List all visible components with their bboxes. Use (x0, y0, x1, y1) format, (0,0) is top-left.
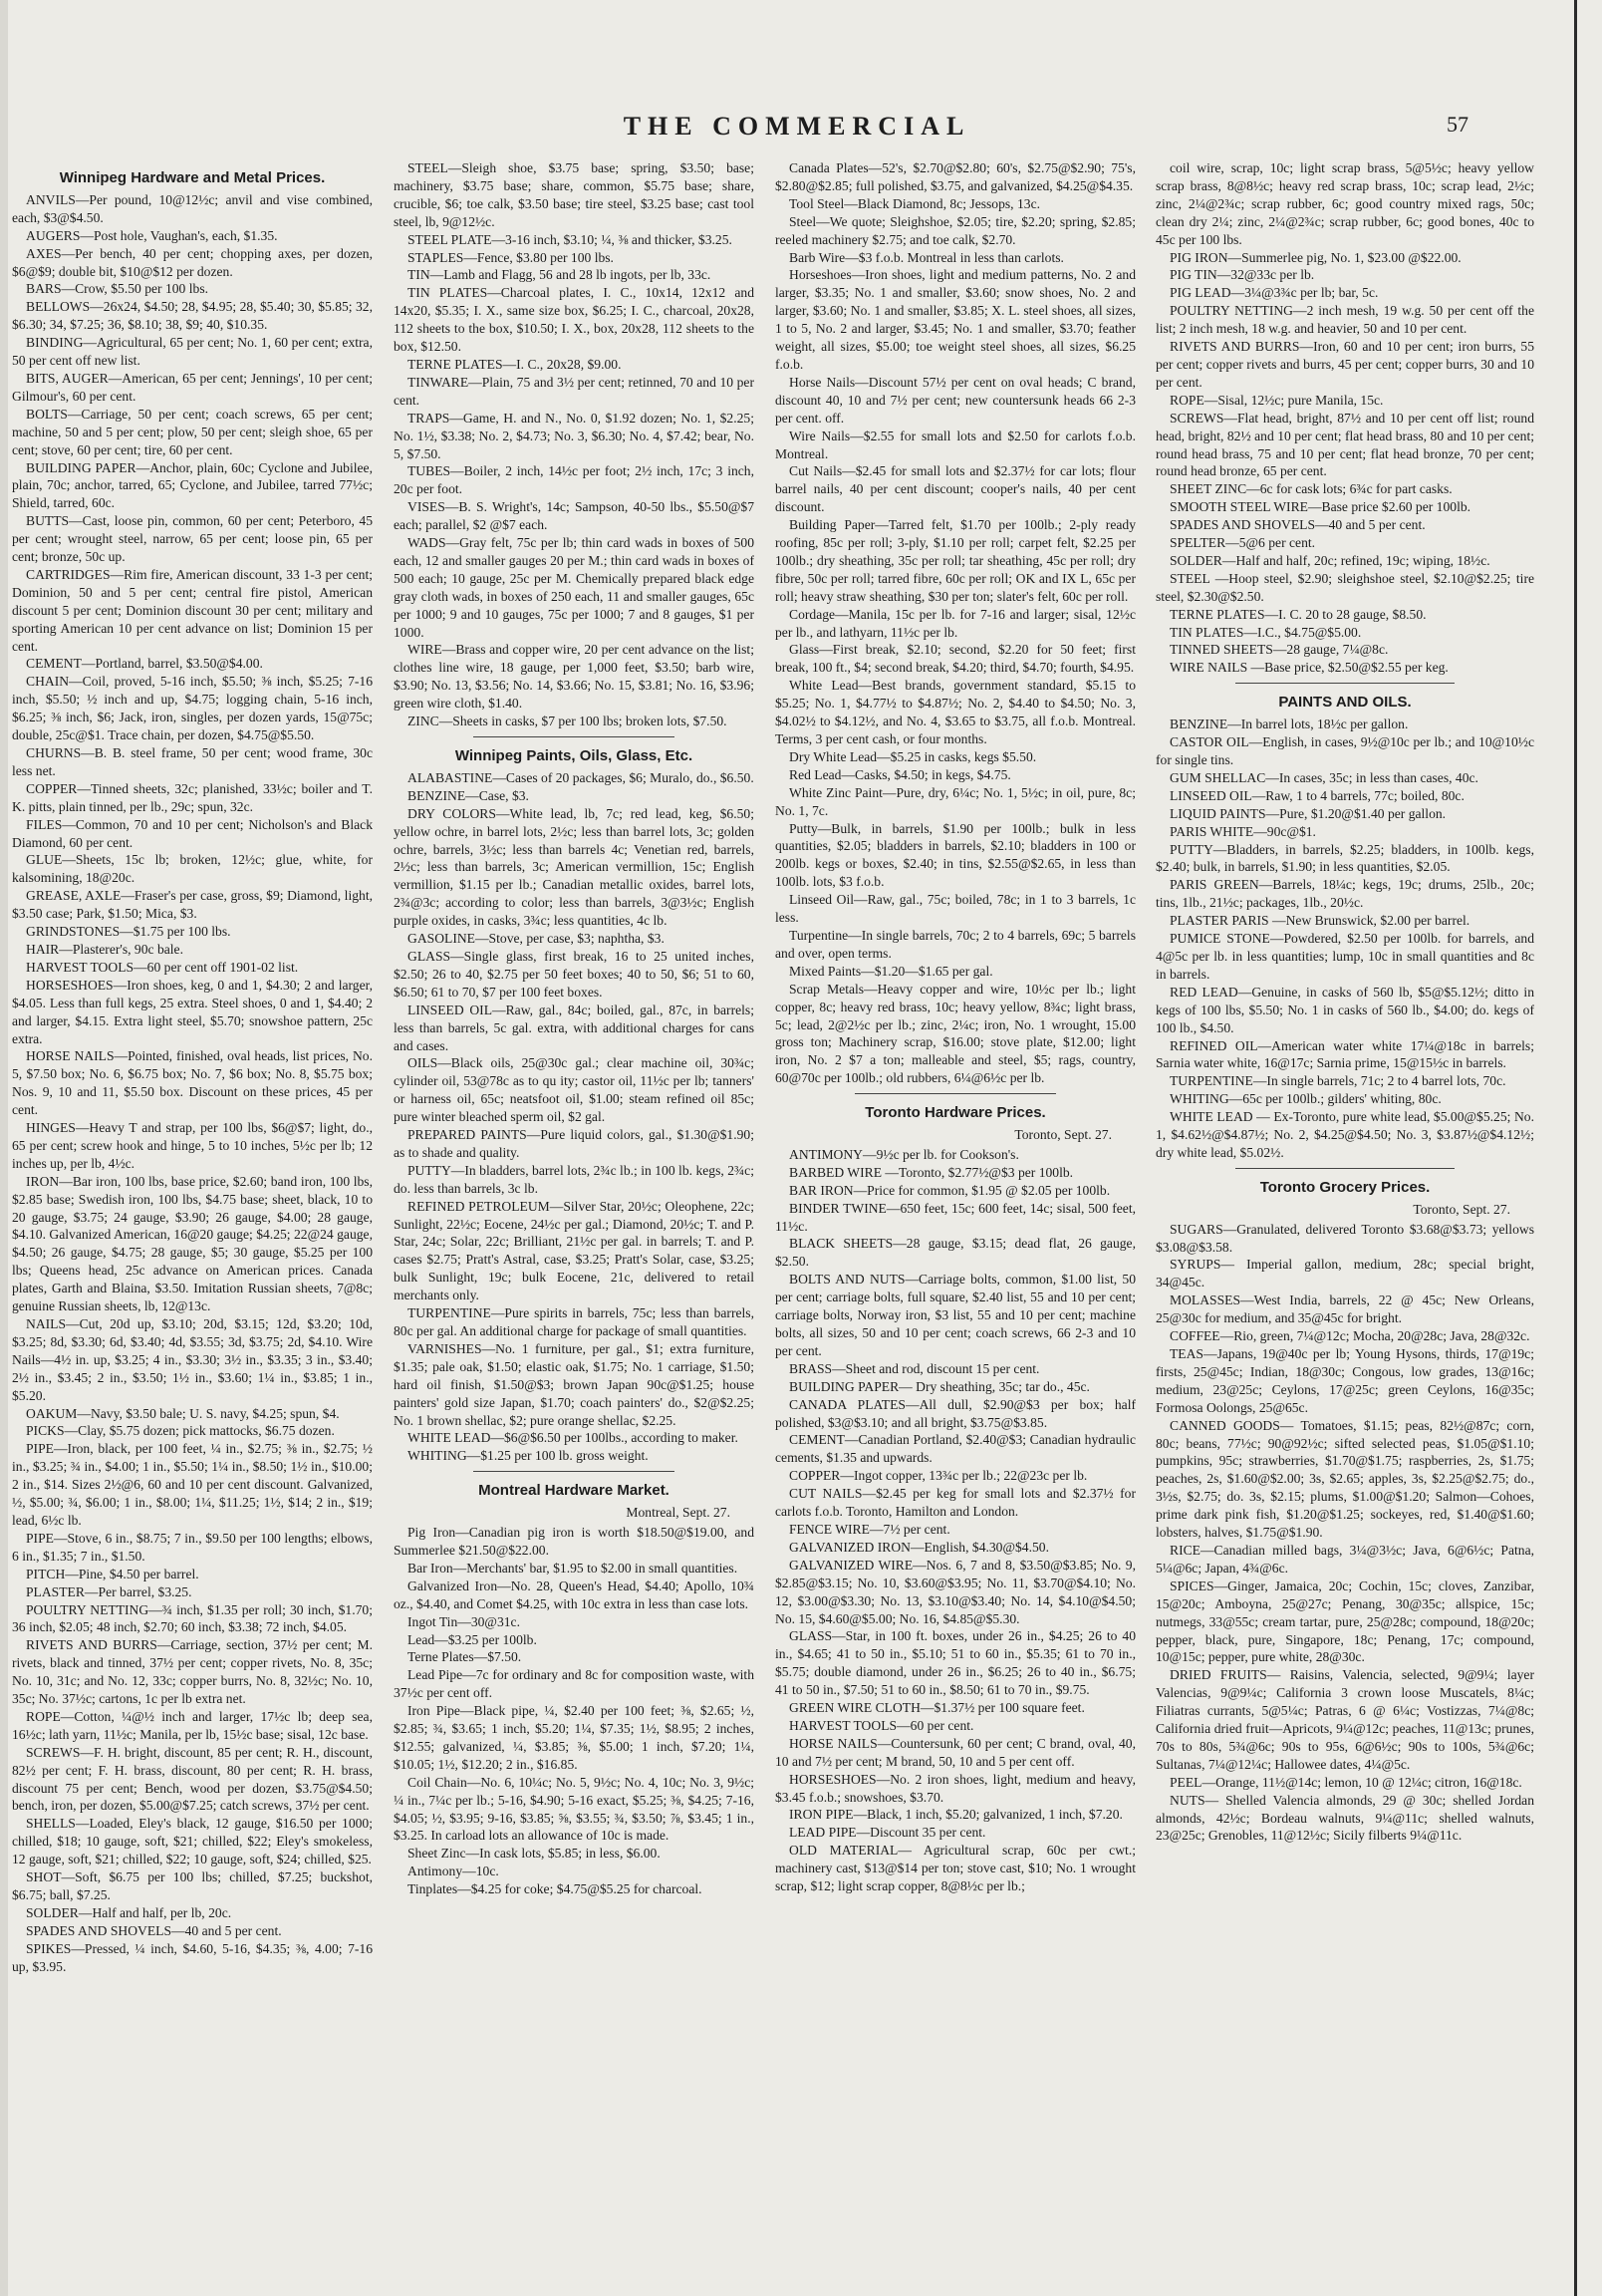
price-paragraph: POULTRY NETTING—2 inch mesh, 19 w.g. 50 per cent off the list; 2 inch mesh, 18 w.g. and heavier, 50 and 10 per cent. (1156, 303, 1534, 337)
price-paragraph: BINDER TWINE—650 feet, 15c; 600 feet, 14c; sisal, 500 feet, 11½c. (775, 1200, 1136, 1234)
price-paragraph: CEMENT—Portland, barrel, $3.50@$4.00. (26, 656, 263, 672)
price-paragraph: SPADES AND SHOVELS—40 and 5 per cent. (26, 1922, 282, 1938)
price-paragraph: BUILDING PAPER— Dry sheathing, 35c; tar do., 45c. (789, 1378, 1090, 1394)
price-paragraph: PITCH—Pine, $4.50 per barrel. (26, 1566, 199, 1581)
price-paragraph: PARIS WHITE—90c@$1. (1170, 823, 1316, 839)
price-paragraph: Putty—Bulk, in barrels, $1.90 per 100lb.; bulk in less quantities, $2.05; bladders in barrels, $2.10; bladders in 100 or 200lb. kegs or boxes, $2.40; in tins, $2.55@$2.65, in less than 100lb. lots, $3 f.o.b. (775, 820, 1136, 890)
price-paragraph: GLUE—Sheets, 15c lb; broken, 12½c; glue, white, for kalsomining, 18@20c. (12, 852, 373, 886)
price-paragraph: Red Lead—Casks, $4.50; in kegs, $4.75. (789, 766, 1011, 782)
section-dateline: Toronto, Sept. 27. (1014, 1127, 1112, 1143)
price-paragraph: TURPENTINE—In single barrels, 71c; 2 to 4 barrel lots, 70c. (1170, 1073, 1506, 1089)
price-paragraph: GLASS—Single glass, first break, 16 to 25 united inches, $2.50; 26 to 40, $2.75 per 50 feet boxes; 40 to 50, $6; 51 to 60, $6.50; 61 to 70, $7 per 100 feet boxes. (394, 948, 754, 1000)
price-paragraph: Bar Iron—Merchants' bar, $1.95 to $2.00 in small quantities. (407, 1560, 738, 1576)
price-paragraph: REFINED PETROLEUM—Silver Star, 20½c; Oleophene, 22c; Sunlight, 22½c; Eocene, 24½c per gal.; Diamond, 20½c; T. and P. Star, 24c; Solar, 22c; Brilliant, 21½c per gal. in barrels; T. and P. cases $2.75; Pratt's Astral, case, $3.25; Pratt's Solar, case, $3.25; bulk Sunlight, 19c; bulk Eocene, 21c, delivered to retail merchants only. (394, 1198, 754, 1303)
price-paragraph: HORSESHOES—No. 2 iron shoes, light, medium and heavy, $3.45 f.o.b.; snowshoes, $3.70. (775, 1771, 1136, 1805)
price-paragraph: TIN PLATES—Charcoal plates, I. C., 10x14, 12x12 and 14x20, $5.35; I. X., same size box, $6.25; I. C., charcoal, 20x28, 112 sheets to the box, $10.50; I. X., box, 20x28, 112 sheets to the box, $12.50. (394, 285, 754, 355)
price-paragraph: GALVANIZED WIRE—Nos. 6, 7 and 8, $3.50@$3.85; No. 9, $2.85@$3.15; No. 10, $3.60@$3.95; No. 11, $3.70@$4.10; No. 12, $3.00@$3.30; No. 13, $3.10@$3.40; No. 14, $4.10@$4.50; No. 15, $4.60@$5.00; No. 16, $4.85@$5.30. (775, 1557, 1136, 1626)
price-paragraph: RICE—Canadian milled bags, 3¼@3½c; Java, 6@6½c; Patna, 5¼@6c; Japan, 4¾@6c. (1156, 1542, 1534, 1576)
price-paragraph: Coil Chain—No. 6, 10¼c; No. 5, 9½c; No. 4, 10c; No. 3, 9½c; ¼ in., 7¼c per lb.; 5-16, $4.90; 5-16 exact, $5.25; ⅜, $4.25; 7-16, $4.05; ½, $3.95; 9-16, $3.85; ⅝, $3.55; ¾, $3.50; ⅞, $3.45; 1 in., $3.25. In carload lots an allowance of 10c is made. (394, 1774, 754, 1844)
price-paragraph: OLD MATERIAL— Agricultural scrap, 60c per cwt.; machinery cast, $13@$14 per ton; stove cast, $10; No. 1 wrought scrap, $12; light scrap copper, 8@8½c per lb.; (775, 1843, 1136, 1894)
price-paragraph: WHITING—65c per 100lb.; gilders' whiting, 80c. (1170, 1091, 1442, 1107)
price-paragraph: coil wire, scrap, 10c; light scrap brass, 5@5½c; heavy yellow scrap brass, 8@8½c; heavy red scrap brass, 10c; scrap lead, 2½c; zinc, 2¼@2¾c; scrap rubber, 6c; good country mixed rags, 50c; clean dry 2¼; zinc, 2¼@2¾c; scrap rubber, 6c; good bones, 40c to 45c per 100 lbs. (1156, 160, 1534, 247)
price-paragraph: CARTRIDGES—Rim fire, American discount, 33 1-3 per cent; Dominion, 50 and 5 per cent; central fire pistol, American discount 5 per cent; Dominion discount 30 per cent; military and sporting American 10 per cent advance on list; Dominion 15 per cent. (12, 566, 373, 654)
price-paragraph: CANADA PLATES—All dull, $2.90@$3 per box; half polished, $3@$3.10; and all bright, $3.75@$3.85. (775, 1396, 1136, 1430)
price-paragraph: TUBES—Boiler, 2 inch, 14½c per foot; 2½ inch, 17c; 3 inch, 20c per foot. (394, 463, 754, 497)
price-paragraph: LEAD PIPE—Discount 35 per cent. (789, 1825, 986, 1841)
price-paragraph: LIQUID PAINTS—Pure, $1.20@$1.40 per gallon. (1170, 805, 1447, 821)
column-2 (394, 159, 754, 2270)
price-paragraph: CHURNS—B. B. steel frame, 50 per cent; wood frame, 30c less net. (12, 745, 373, 778)
price-paragraph: STEEL —Hoop steel, $2.90; sleighshoe steel, $2.10@$2.25; tire steel, $2.30@$2.50. (1156, 570, 1534, 604)
price-paragraph: WADS—Gray felt, 75c per lb; thin card wads in boxes of 500 each, 12 and smaller gauges 20 per M.; thin card wads in boxes of 500 each; 10 gauge, 25c per M. Chemically prepared black edge gray cloth wads, in boxes of 250 each, 11 and smaller gauges, 65c per 1000; 9 and 10 gauges, 75c per 1000; 7 and 8 gauges, $1 per 1000. (394, 535, 754, 640)
column-4 (1156, 159, 1534, 2270)
price-paragraph: CEMENT—Canadian Portland, $2.40@$3; Canadian hydraulic cements, $1.35 and upwards. (775, 1432, 1136, 1466)
section-heading: Winnipeg Hardware and Metal Prices. (59, 169, 326, 186)
price-paragraph: Sheet Zinc—In cask lots, $5.85; in less, $6.00. (407, 1846, 661, 1862)
price-paragraph: HORSE NAILS—Countersunk, 60 per cent; C brand, oval, 40, 10 and 7½ per cent; M brand, 50, 10 and 5 per cent off. (775, 1735, 1136, 1769)
price-paragraph: BINDING—Agricultural, 65 per cent; No. 1, 60 per cent; extra, 50 per cent off new list. (12, 335, 373, 369)
price-paragraph: Wire Nails—$2.55 for small lots and $2.50 for carlots f.o.b. Montreal. (775, 428, 1136, 461)
price-paragraph: WHITE LEAD — Ex-Toronto, pure white lead, $5.00@$5.25; No. 1, $4.62½@$4.87½; No. 2, $4.25@$4.50; No. 3, $3.87½@$4.12½; dry white lead, $5.02½. (1156, 1109, 1534, 1160)
price-paragraph: TURPENTINE—Pure spirits in barrels, 75c; less than barrels, 80c per gal. An additional charge for package of small quantities. (394, 1305, 754, 1338)
price-paragraph: STEEL PLATE—3-16 inch, $3.10; ¼, ⅜ and thicker, $3.25. (407, 231, 732, 247)
price-paragraph: IRON—Bar iron, 100 lbs, base price, $2.60; band iron, 100 lbs, $2.85 base; Swedish iron, 100 lbs, $4.75 base; sheet, black, 10 to 20 gauge, $3.75; 24 gauge, $3.90; 26 gauge, $4.00; 28 gauge, $4.10. Galvanized American, 16@20 gauge; $4.25; 22@24 gauge, $4.50; 26 gauge, $4.75; 28 gauge, $5; 30 gauge, $5.25 per 100 lbs; Queens head, 25c advance on American prices. Canada plates, Garth and Blaina, $3.50. Imitation Russian sheets, 7@8c; genuine Russian sheets, lb, 12@13c. (12, 1173, 373, 1314)
price-paragraph: SOLDER—Half and half, 20c; refined, 19c; wiping, 18½c. (1170, 552, 1490, 568)
price-paragraph: Linseed Oil—Raw, gal., 75c; boiled, 78c; in 1 to 3 barrels, 1c less. (775, 892, 1136, 926)
section-divider (473, 736, 674, 737)
price-paragraph: GUM SHELLAC—In cases, 35c; in less than cases, 40c. (1170, 769, 1478, 785)
price-paragraph: Building Paper—Tarred felt, $1.70 per 100lb.; 2-ply ready roofing, 85c per roll; 3-ply, $1.10 per roll; carpet felt, $2.25 per 100lb.; dry sheathing, 35c per roll; tar sheathing, 45c per roll; dry fibre, 50c per roll; tarred fibre, 60c per roll; OK and IX L, 65c per roll; heavy straw sheathing, $30 per ton; slater's felt, 60c per roll. (775, 517, 1136, 604)
price-paragraph: WHITING—$1.25 per 100 lb. gross weight. (407, 1448, 649, 1464)
price-paragraph: WHITE LEAD—$6@$6.50 per 100lbs., according to maker. (407, 1430, 738, 1446)
price-paragraph: HINGES—Heavy T and strap, per 100 lbs, $6@$7; light, do., 65 per cent; screw hook and hinge, 5 to 10 inches, 5½c per lb; 12 inches up, per lb, 4½c. (12, 1120, 373, 1171)
price-paragraph: Tool Steel—Black Diamond, 8c; Jessops, 13c. (789, 195, 1041, 211)
price-paragraph: PIPE—Stove, 6 in., $8.75; 7 in., $9.50 per 100 lengths; elbows, 6 in., $1.35; 7 in., $1.50. (12, 1530, 373, 1564)
price-paragraph: COPPER—Tinned sheets, 32c; planished, 33½c; boiler and T. K. pitts, plain tinned, per lb., 29c; spun, 32c. (12, 780, 373, 814)
section-divider (1235, 1168, 1455, 1169)
price-paragraph: HARVEST TOOLS—60 per cent off 1901-02 list. (26, 959, 299, 975)
section-heading: Montreal Hardware Market. (478, 1482, 669, 1500)
section-dateline: Montreal, Sept. 27. (626, 1505, 730, 1521)
price-paragraph: White Zinc Paint—Pure, dry, 6¼c; No. 1, 5½c; in oil, pure, 8c; No. 1, 7c. (775, 784, 1136, 818)
price-paragraph: BOLTS—Carriage, 50 per cent; coach screws, 65 per cent; machine, 50 and 5 per cent; plow, 50 per cent; sleigh shoe, 65 per cent; stove, 60 per cent; tire, 60 per cent. (12, 406, 373, 457)
column-3 (775, 159, 1136, 2270)
section-divider (1235, 683, 1455, 684)
price-paragraph: OAKUM—Navy, $3.50 bale; U. S. navy, $4.25; spun, $4. (26, 1405, 340, 1421)
section-heading: PAINTS AND OILS. (1278, 694, 1412, 712)
price-paragraph: GASOLINE—Stove, per case, $3; naphtha, $3. (407, 931, 665, 947)
price-paragraph: NUTS— Shelled Valencia almonds, 29 @ 30c; shelled Jordan almonds, 42½c; Bordeau walnuts, 9¼@11c; shelled walnuts, 23@25c; Grenobles, 11@12½c; Sicily filberts 9¼@11c. (1156, 1792, 1534, 1844)
price-paragraph: Barb Wire—$3 f.o.b. Montreal in less than carlots. (789, 249, 1064, 265)
price-paragraph: Mixed Paints—$1.20—$1.65 per gal. (789, 963, 993, 979)
price-paragraph: SHEET ZINC—6c for cask lots; 6¾c for part casks. (1170, 481, 1453, 497)
price-paragraph: SMOOTH STEEL WIRE—Base price $2.60 per 100lb. (1170, 499, 1471, 515)
price-paragraph: Antimony—10c. (407, 1864, 499, 1879)
price-paragraph: Iron Pipe—Black pipe, ¼, $2.40 per 100 feet; ⅜, $2.65; ½, $2.85; ¾, $3.65; 1 inch, $5.20; 1¼, $7.35; 1½, $8.95; 2 inches, $12.55; galvanized, ¼, $3.85; ⅜, $5.00; 1 inch, $7.20; 1¼, $10.05; 1½, $12.20; 2 in., $16.85. (394, 1703, 754, 1772)
price-paragraph: PIG TIN—32@33c per lb. (1170, 267, 1315, 283)
price-paragraph: White Lead—Best brands, government standard, $5.15 to $5.25; No. 1, $4.77½ to $4.87½; No. 2, $4.40 to $4.50; No. 3, $4.02½ to $4.12½, and No. 4, $3.65 to $3.75, all f.o.b. Montreal. Terms, 3 per cent cash, or four months. (775, 678, 1136, 746)
price-paragraph: GREASE, AXLE—Fraser's per case, gross, $9; Diamond, light, $3.50 case; Park, $1.50; Mica, $3. (12, 888, 373, 922)
price-paragraph: Horse Nails—Discount 57½ per cent on oval heads; C brand, discount 40, 10 and 7½ per cent; new countersunk heads 66 2-3 per cent. off. (775, 374, 1136, 426)
page-edge-border (1574, 0, 1577, 2296)
price-paragraph: SCREWS—Flat head, bright, 87½ and 10 per cent off list; round head, bright, 82½ and 10 per cent; flat head brass, 80 and 10 per cent; round head brass, 75 and 10 per cent; flat head bronze, 70 per cent; round head bronze, 65 per cent. (1156, 410, 1534, 479)
price-paragraph: PLASTER—Per barrel, $3.25. (26, 1583, 192, 1599)
price-paragraph: RED LEAD—Genuine, in casks of 560 lb, $5@$5.12½; ditto in kegs of 100 lbs, $5.50; No. 1 in casks of 560 lb., $4.00; do. kegs of 100 lb., $4.50. (1156, 984, 1534, 1035)
price-paragraph: POULTRY NETTING—¾ inch, $1.35 per roll; 30 inch, $1.70; 36 inch, $2.05; 48 inch, $2.70; 60 inch, $3.38; 72 inch, $4.05. (12, 1601, 373, 1635)
price-paragraph: SHELLS—Loaded, Eley's black, 12 gauge, $16.50 per 1000; chilled, $18; 10 gauge, soft, $21; chilled, $22; Eley's smokeless, 12 gauge, soft, $21; chilled, $22; 10 gauge, soft, $24; chilled, $25. (12, 1816, 373, 1867)
price-paragraph: CANNED GOODS— Tomatoes, $1.15; peas, 82½@87c; corn, 80c; beans, 77½c; 90@92½c; sifted selected peas, $1.05@$1.10; pumpkins, 95c; strawberries, $1.70@$1.75; raspberries, 2s, $1.75; peaches, 2s, $1.60@$2.00; 3s, $2.65; apples, 3s, $2.25@$2.75; do., 3½s, $2.75; do. 3s, $2.15; plums, $1.00@$1.20; Salmon—Cohoes, prime dark pink fish, $1.20@$1.25; sockeyes, red, $1.40@$1.60; lobsters, halves, $1.75@$1.90. (1156, 1417, 1534, 1541)
price-paragraph: AUGERS—Post hole, Vaughan's, each, $1.35. (26, 227, 278, 243)
price-paragraph: BUILDING PAPER—Anchor, plain, 60c; Cyclone and Jubilee, plain, 70c; anchor, tarred, 65; Cyclone, and Jubilee, tarred 77½c; Shield, tarred, 60c. (12, 459, 373, 511)
price-paragraph: BENZINE—In barrel lots, 18½c per gallon. (1170, 717, 1409, 732)
price-paragraph: TIN PLATES—I.C., $4.75@$5.00. (1170, 624, 1362, 640)
price-paragraph: PLASTER PARIS —New Brunswick, $2.00 per barrel. (1170, 913, 1470, 929)
price-paragraph: Horseshoes—Iron shoes, light and medium patterns, No. 2 and larger, $3.35; No. 1 and smaller, $3.60; snow shoes, No. 2 and larger, $3.60; No. 1 and smaller, $3.85; X. L. steel shoes, all sizes, 1 to 5, No. 2 and larger, $3.45; No. 1 and smaller, $3.70; feather weight, all sizes, $5.00; toe weight steel shoes, all sizes, $6.25 f.o.b. (775, 267, 1136, 372)
price-paragraph: SPADES AND SHOVELS—40 and 5 per cent. (1170, 517, 1426, 533)
price-paragraph: IRON PIPE—Black, 1 inch, $5.20; galvanized, 1 inch, $7.20. (789, 1807, 1123, 1823)
price-paragraph: TINNED SHEETS—28 gauge, 7¼@8c. (1170, 642, 1389, 658)
column-1 (12, 159, 373, 2270)
section-heading: Toronto Grocery Prices. (1259, 1178, 1431, 1196)
section-heading: Winnipeg Paints, Oils, Glass, Etc. (454, 747, 693, 764)
price-paragraph: PREPARED PAINTS—Pure liquid colors, gal., $1.30@$1.90; as to shade and quality. (394, 1127, 754, 1160)
price-paragraph: FILES—Common, 70 and 10 per cent; Nicholson's and Black Diamond, 60 per cent. (12, 816, 373, 850)
price-paragraph: PUTTY—In bladders, barrel lots, 2¾c lb.; in 100 lb. kegs, 2¾c; do. less than barrels, 3c lb. (394, 1162, 754, 1196)
price-paragraph: SPICES—Ginger, Jamaica, 20c; Cochin, 15c; cloves, Zanzibar, 15@20c; Amboyna, 25@27c; Penang, 30@35c; allspice, 15c; nutmegs, 33@55c; cream tartar, pure, 25@28c; compound, 18@20c; pepper, black, pure, Singapore, 18c; Penang, 17c; compound, 10@15c; pepper, pure white, 28@30c. (1156, 1578, 1534, 1665)
price-paragraph: OILS—Black oils, 25@30c gal.; clear machine oil, 30¾c; cylinder oil, 53@78c as to qu ity; castor oil, 11½c per lb; tanners' or harness oil, 65c; neatsfoot oil, $1.00; steam refined oil 85c; pure winter bleached sperm oil, $2 gal. (394, 1055, 754, 1125)
price-paragraph: Canada Plates—52's, $2.70@$2.80; 60's, $2.75@$2.90; 75's, $2.80@$2.85; full polished, $3.75, and galvanized, $4.25@$4.35. (775, 160, 1136, 193)
price-paragraph: Dry White Lead—$5.25 in casks, kegs $5.50. (789, 748, 1037, 764)
price-paragraph: COPPER—Ingot copper, 13¾c per lb.; 22@23c per lb. (789, 1468, 1088, 1484)
price-paragraph: SPELTER—5@6 per cent. (1170, 535, 1316, 551)
price-paragraph: ROPE—Sisal, 12½c; pure Manila, 15c. (1170, 392, 1384, 408)
price-paragraph: HORSE NAILS—Pointed, finished, oval heads, list prices, No. 5, $7.50 box; No. 6, $6.75 box; No. 7, $6 box; No. 8, $5.75 box; Nos. 9, 10 and 11, $5.50 box. Discount on these prices, 45 per cent. (12, 1048, 373, 1118)
price-paragraph: VARNISHES—No. 1 furniture, per gal., $1; extra furniture, $1.35; pale oak, $1.50; elastic oak, $1.75; No. 1 carriage, $1.50; hard oil finish, $1.50@$3; brown Japan 90c@$1.25; house painters' gold size Japan, $1.70; coach painters' do., $2@$2.25; No. 1 brown shellac, $2; pure orange shellac, $2.25. (394, 1340, 754, 1428)
left-margin-strip (0, 0, 8, 2296)
price-paragraph: ROPE—Cotton, ¼@½ inch and larger, 17½c lb; deep sea, 16½c; lath yarn, 11½c; Manila, per lb, 15½c base; sisal, 12c base. (12, 1708, 373, 1742)
price-paragraph: HORSESHOES—Iron shoes, keg, 0 and 1, $4.30; 2 and larger, $4.05. Less than full kegs, 25 extra. Steel shoes, 0 and 1, $4.40; 2 and larger, $4.15. Extra light steel, $5.70; snowshoe pattern, 25c extra. (12, 977, 373, 1046)
price-paragraph: NAILS—Cut, 20d up, $3.10; 20d, $3.15; 12d, $3.20; 10d, $3.25; 8d, $3.30; 6d, $3.40; 4d, $3.55; 3d, $3.75; 2d, $4.10. Wire Nails—4½ in. up, $3.25; 4 in., $3.30; 3½ in., $3.35; 3 in., $3.40; 2½ in., $3.45; 2 in., $3.50; 1½ in., $3.60; 1¼ in., $3.85; 1 in., $5.20. (12, 1316, 373, 1403)
price-paragraph: ANTIMONY—9½c per lb. for Cookson's. (789, 1146, 1019, 1162)
price-paragraph: SOLDER—Half and half, per lb, 20c. (26, 1904, 232, 1920)
price-paragraph: STEEL—Sleigh shoe, $3.75 base; spring, $3.50; base; machinery, $3.75 base; share, common, $5.75 base; share, crucible, $6; toe calk, $3.50 base; tire steel, $3.25 base; cast tool steel, lb, 9@12½c. (394, 160, 754, 229)
price-paragraph: CASTOR OIL—English, in cases, 9½@10c per lb.; and 10@10½c for single tins. (1156, 734, 1534, 767)
price-paragraph: WIRE NAILS —Base price, $2.50@$2.55 per keg. (1170, 660, 1449, 676)
price-paragraph: SYRUPS— Imperial gallon, medium, 28c; special bright, 34@45c. (1156, 1257, 1534, 1291)
price-paragraph: FENCE WIRE—7½ per cent. (789, 1521, 950, 1537)
price-paragraph: PUMICE STONE—Powdered, $2.50 per 100lb. for barrels, and 4@5c per lb. in less quantities; lump, 10c in small quantities and 8c in barrels. (1156, 931, 1534, 982)
price-paragraph: PIPE—Iron, black, per 100 feet, ¼ in., $2.75; ⅜ in., $2.75; ½ in., $3.25; ¾ in., $4.00; 1 in., $5.50; 1¼ in., $8.50; 1½ in., $10.00; 2 in., $14. Sizes 2½@6, 60 and 10 per cent discount. Galvanized, ½, $5.00; ¾, $6.00; 1 in., $8.00; 1¼, $11.25; 1½, $14; 2 in., $19; lead, 6½c lb. (12, 1441, 373, 1528)
price-paragraph: ZINC—Sheets in casks, $7 per 100 lbs; broken lots, $7.50. (407, 714, 727, 729)
price-paragraph: GLASS—Star, in 100 ft. boxes, under 26 in., $4.25; 26 to 40 in., $4.65; 41 to 50 in., $5.10; 51 to 60 in., $5.35; 61 to 70 in., $5.75; double diamond, under 26 in., $6.25; 26 to 40 in., $6.75; 41 to 50 in., $7.50; 51 to 60 in., $8.50; 61 to 70 in., $9.75. (775, 1628, 1136, 1698)
price-paragraph: Steel—We quote; Sleighshoe, $2.05; tire, $2.20; spring, $2.85; reeled machinery $2.75; and toe calk, $2.70. (775, 213, 1136, 247)
price-paragraph: ANVILS—Per pound, 10@12½c; anvil and vise combined, each, $3@$4.50. (12, 191, 373, 225)
price-paragraph: RIVETS AND BURRS—Carriage, section, 37½ per cent; M. rivets, black and tinned, 37½ per cent; copper rivets, No. 8, 35c; No. 10, 31c; and No. 12, 33c; copper burrs, No. 8, 32½c; No. 10, 35c; No. 37½c; cartons, 1c per lb extra net. (12, 1637, 373, 1707)
price-paragraph: SUGARS—Granulated, delivered Toronto $3.68@$3.73; yellows $3.08@$3.58. (1156, 1221, 1534, 1255)
price-paragraph: Cordage—Manila, 15c per lb. for 7-16 and larger; sisal, 12½c per lb., and lathyarn, 11½c per lb. (775, 606, 1136, 640)
price-paragraph: HAIR—Plasterer's, 90c bale. (26, 941, 183, 957)
price-paragraph: Pig Iron—Canadian pig iron is worth $18.50@$19.00, and Summerlee $21.50@$22.00. (394, 1525, 754, 1558)
price-paragraph: BOLTS AND NUTS—Carriage bolts, common, $1.00 list, 50 per cent; carriage bolts, full square, $2.40 list, 55 and 10 per cent; carriage bolts, Norway iron, $3 list, 55 and 10 per cent; machine bolts, all sizes, 50 and 10 per cent; coach screws, 66 2-3 and 10 per cent. (775, 1272, 1136, 1358)
price-paragraph: Tinplates—$4.25 for coke; $4.75@$5.25 for charcoal. (407, 1881, 702, 1897)
price-paragraph: BITS, AUGER—American, 65 per cent; Jennings', 10 per cent; Gilmour's, 60 per cent. (12, 370, 373, 404)
price-paragraph: TEAS—Japans, 19@40c per lb; Young Hysons, thirds, 17@19c; firsts, 25@45c; Indian, 18@30c; Congous, low grades, 13@16c; medium, 23@25c; Ceylons, 17@25c; green Ceylons, 16@35c; Formosa Oolongs, 25@65c. (1156, 1346, 1534, 1415)
price-paragraph: STAPLES—Fence, $3.80 per 100 lbs. (407, 249, 614, 265)
price-paragraph: ALABASTINE—Cases of 20 packages, $6; Muralo, do., $6.50. (407, 769, 754, 785)
price-paragraph: AXES—Per bench, 40 per cent; chopping axes, per dozen, $6@$9; double bit, $10@$12 per dozen. (12, 245, 373, 279)
price-paragraph: BELLOWS—26x24, $4.50; 28, $4.95; 28, $5.40; 30, $5.85; 32, $6.30; 34, $7.25; 36, $8.10; 38, $9; 40, $10.35. (12, 299, 373, 333)
price-paragraph: SHOT—Soft, $6.75 per 100 lbs; chilled, $7.25; buckshot, $6.75; ball, $7.25. (12, 1869, 373, 1902)
price-paragraph: TERNE PLATES—I. C., 20x28, $9.00. (407, 356, 622, 372)
price-paragraph: GREEN WIRE CLOTH—$1.37½ per 100 square feet. (789, 1700, 1085, 1716)
price-paragraph: PICKS—Clay, $5.75 dozen; pick mattocks, $6.75 dozen. (26, 1423, 335, 1439)
price-paragraph: BRASS—Sheet and rod, discount 15 per cent. (789, 1360, 1040, 1376)
price-paragraph: BUTTS—Cast, loose pin, common, 60 per cent; Peterboro, 45 per cent; wrought steel, narrow, 65 per cent; loose pin, 65 per cent; bronze, 50c up. (12, 513, 373, 565)
price-paragraph: DRIED FRUITS— Raisins, Valencia, selected, 9@9¼; layer Valencias, 9@9¼c; California 3 crown loose Muscatels, 8¼c; Filiatras currants, 5@5¼c; Patras, 6 @ 6¼c; Vostizzas, 7¼@8c; California dried fruit—Apricots, 9¼@12c; peaches, 11@13c; prunes, 70s to 80s, 5¾@6c; 90s to 95s, 6@6½c; 90s to 100s, 5¾@6c; Sultanas, 7¼@12¼c; Hallowee dates, 4¼@5c. (1156, 1667, 1534, 1772)
price-paragraph: PIG LEAD—3¼@3¾c per lb; bar, 5c. (1170, 285, 1379, 301)
price-paragraph: Turpentine—In single barrels, 70c; 2 to 4 barrels, 69c; 5 barrels and over, open terms. (775, 927, 1136, 961)
price-paragraph: VISES—B. S. Wright's, 14c; Sampson, 40-50 lbs., $5.50@$7 each; parallel, $2 @$7 each. (394, 499, 754, 533)
price-paragraph: Lead—$3.25 per 100lb. (407, 1631, 537, 1647)
price-paragraph: PIG IRON—Summerlee pig, No. 1, $23.00 @$22.00. (1170, 249, 1462, 265)
price-paragraph: BAR IRON—Price for common, $1.95 @ $2.05 per 100lb. (789, 1182, 1111, 1198)
price-paragraph: Scrap Metals—Heavy copper and wire, 10½c per lb.; light copper, 8c; heavy red brass, 10c; heavy yellow, 8¾c; light brass, 5c; lead, 2@2½c per lb.; zinc, 2¼c; iron, No. 1 wrought, 15.00 gross ton; Machinery scrap, $16.00; stove plate, $12.00; light iron, No. 2 $7 a ton; malleable and steel, $5; rags, country, 60@70c per 100lb.; old rubbers, 6¼@6½c per lb. (775, 981, 1136, 1086)
price-paragraph: COFFEE—Rio, green, 7¼@12c; Mocha, 20@28c; Java, 28@32c. (1170, 1328, 1530, 1344)
price-paragraph: LINSEED OIL—Raw, 1 to 4 barrels, 77c; boiled, 80c. (1170, 787, 1465, 803)
price-paragraph: BENZINE—Case, $3. (407, 787, 529, 803)
price-paragraph: SPIKES—Pressed, ¼ inch, $4.60, 5-16, $4.35; ⅜, 4.00; 7-16 up, $3.95. (12, 1940, 373, 1974)
price-paragraph: CUT NAILS—$2.45 per keg for small lots and $2.37½ for carlots f.o.b. Toronto, Hamilton and London. (775, 1486, 1136, 1520)
price-paragraph: WIRE—Brass and copper wire, 20 per cent advance on the list; clothes line wire, 18 gauge, per 1,000 feet, $3.50; barb wire, $3.90; No. 13, $3.56; No. 14, $3.66; No. 15, $3.81; No. 16, $3.96; green wire cloth, $1.40. (394, 642, 754, 712)
price-paragraph: LINSEED OIL—Raw, gal., 84c; boiled, gal., 87c, in barrels; less than barrels, 5c gal. extra, with additional charges for cans and cases. (394, 1002, 754, 1053)
price-paragraph: REFINED OIL—American water white 17¼@18c in barrels; Sarnia water white, 16@17c; Sarnia prime, 15@15½c in barrels. (1156, 1037, 1534, 1071)
price-paragraph: Glass—First break, $2.10; second, $2.20 for 50 feet; first break, 100 ft., $4; second break, $4.20; third, $4.70; fourth, $4.95. (775, 642, 1136, 676)
price-paragraph: RIVETS AND BURRS—Iron, 60 and 10 per cent; iron burrs, 55 per cent; copper rivets and burrs, 45 per cent; copper burrs, 30 and 10 per cent. (1156, 339, 1534, 390)
price-paragraph: MOLASSES—West India, barrels, 22 @ 45c; New Orleans, 25@30c for medium, and 35@45c for bright. (1156, 1292, 1534, 1326)
price-paragraph: TINWARE—Plain, 75 and 3½ per cent; retinned, 70 and 10 per cent. (394, 374, 754, 408)
price-paragraph: BARBED WIRE —Toronto, $2.77½@$3 per 100lb. (789, 1164, 1074, 1180)
price-paragraph: HARVEST TOOLS—60 per cent. (789, 1717, 974, 1733)
section-dateline: Toronto, Sept. 27. (1413, 1201, 1510, 1217)
price-paragraph: SCREWS—F. H. bright, discount, 85 per cent; R. H., discount, 82½ per cent; F. H. brass, discount, 80 per cent; R. H. brass, discount 75 per cent; Bench, wood per dozen, $3.75@$4.50; bench, iron, per dozen, $5.00@$7.25; catch screws, 37½ per cent. (12, 1744, 373, 1814)
price-paragraph: Galvanized Iron—No. 28, Queen's Head, $4.40; Apollo, 10¾ oz., $4.40, and Comet $4.25, with 10c extra in less than case lots. (394, 1578, 754, 1611)
section-divider (855, 1093, 1056, 1094)
price-paragraph: Lead Pipe—7c for ordinary and 8c for composition waste, with 37½c per cent off. (394, 1667, 754, 1701)
price-paragraph: Terne Plates—$7.50. (407, 1649, 522, 1665)
price-paragraph: PUTTY—Bladders, in barrels, $2.25; bladders, in 100lb. kegs, $2.40; bulk, in barrels, $1.90; in less quantities, $2.05. (1156, 841, 1534, 875)
price-paragraph: TRAPS—Game, H. and N., No. 0, $1.92 dozen; No. 1, $2.25; No. 1½, $3.38; No. 2, $4.73; No. 3, $6.30; No. 4, $7.42; bear, No. 5, $7.50. (394, 410, 754, 461)
price-paragraph: BARS—Crow, $5.50 per 100 lbs. (26, 281, 209, 297)
section-heading: Toronto Hardware Prices. (865, 1104, 1046, 1122)
price-paragraph: GALVANIZED IRON—English, $4.30@$4.50. (789, 1539, 1049, 1555)
price-paragraph: PEEL—Orange, 11½@14c; lemon, 10 @ 12¼c; citron, 16@18c. (1170, 1774, 1522, 1790)
section-divider (473, 1471, 674, 1472)
price-paragraph: Ingot Tin—30@31c. (407, 1613, 520, 1629)
price-paragraph: CHAIN—Coil, proved, 5-16 inch, $5.50; ⅜ inch, $5.25; 7-16 inch, $5.50; ½ inch and up, $4.75; logging chain, 5-16 inch, $6.25; ⅜ inch, $6; Jack, iron, singles, per dozen yards, 15@75c; double, 25c@$1. Trace chain, per dozen, $4.75@$5.50. (12, 674, 373, 743)
price-paragraph: TIN—Lamb and Flagg, 56 and 28 lb ingots, per lb, 33c. (407, 267, 711, 283)
price-paragraph: PARIS GREEN—Barrels, 18¼c; kegs, 19c; drums, 25lb., 20c; tins, 1lb., 21½c; packages, 1lb., 20½c. (1156, 877, 1534, 911)
price-paragraph: Cut Nails—$2.45 for small lots and $2.37½ for car lots; flour barrel nails, 40 per cent discount; cooper's nails, 40 per cent discount. (775, 463, 1136, 515)
page-number: 57 (1447, 112, 1468, 137)
page-title: THE COMMERCIAL (623, 112, 971, 141)
price-paragraph: BLACK SHEETS—28 gauge, $3.15; dead flat, 26 gauge, $2.50. (775, 1236, 1136, 1270)
price-paragraph: DRY COLORS—White lead, lb, 7c; red lead, keg, $6.50; yellow ochre, in barrel lots, 2½c; less than barrel lots, 3c; golden ochre, barrels, 3½c; less than barrels 4c; Venetian red, barrels, 2½c; less than barrels, 3c; American vermillion, 15c; English vermillion, $1.15 per lb.; Canadian metallic oxides, barrel lots, 2¾@3c; according to color; less than barrels, 3@3½c; English purple oxides, in casks, 3¾c; less quantities, 4c lb. (394, 805, 754, 929)
price-paragraph: TERNE PLATES—I. C. 20 to 28 gauge, $8.50. (1170, 606, 1427, 622)
price-paragraph: GRINDSTONES—$1.75 per 100 lbs. (26, 924, 231, 940)
